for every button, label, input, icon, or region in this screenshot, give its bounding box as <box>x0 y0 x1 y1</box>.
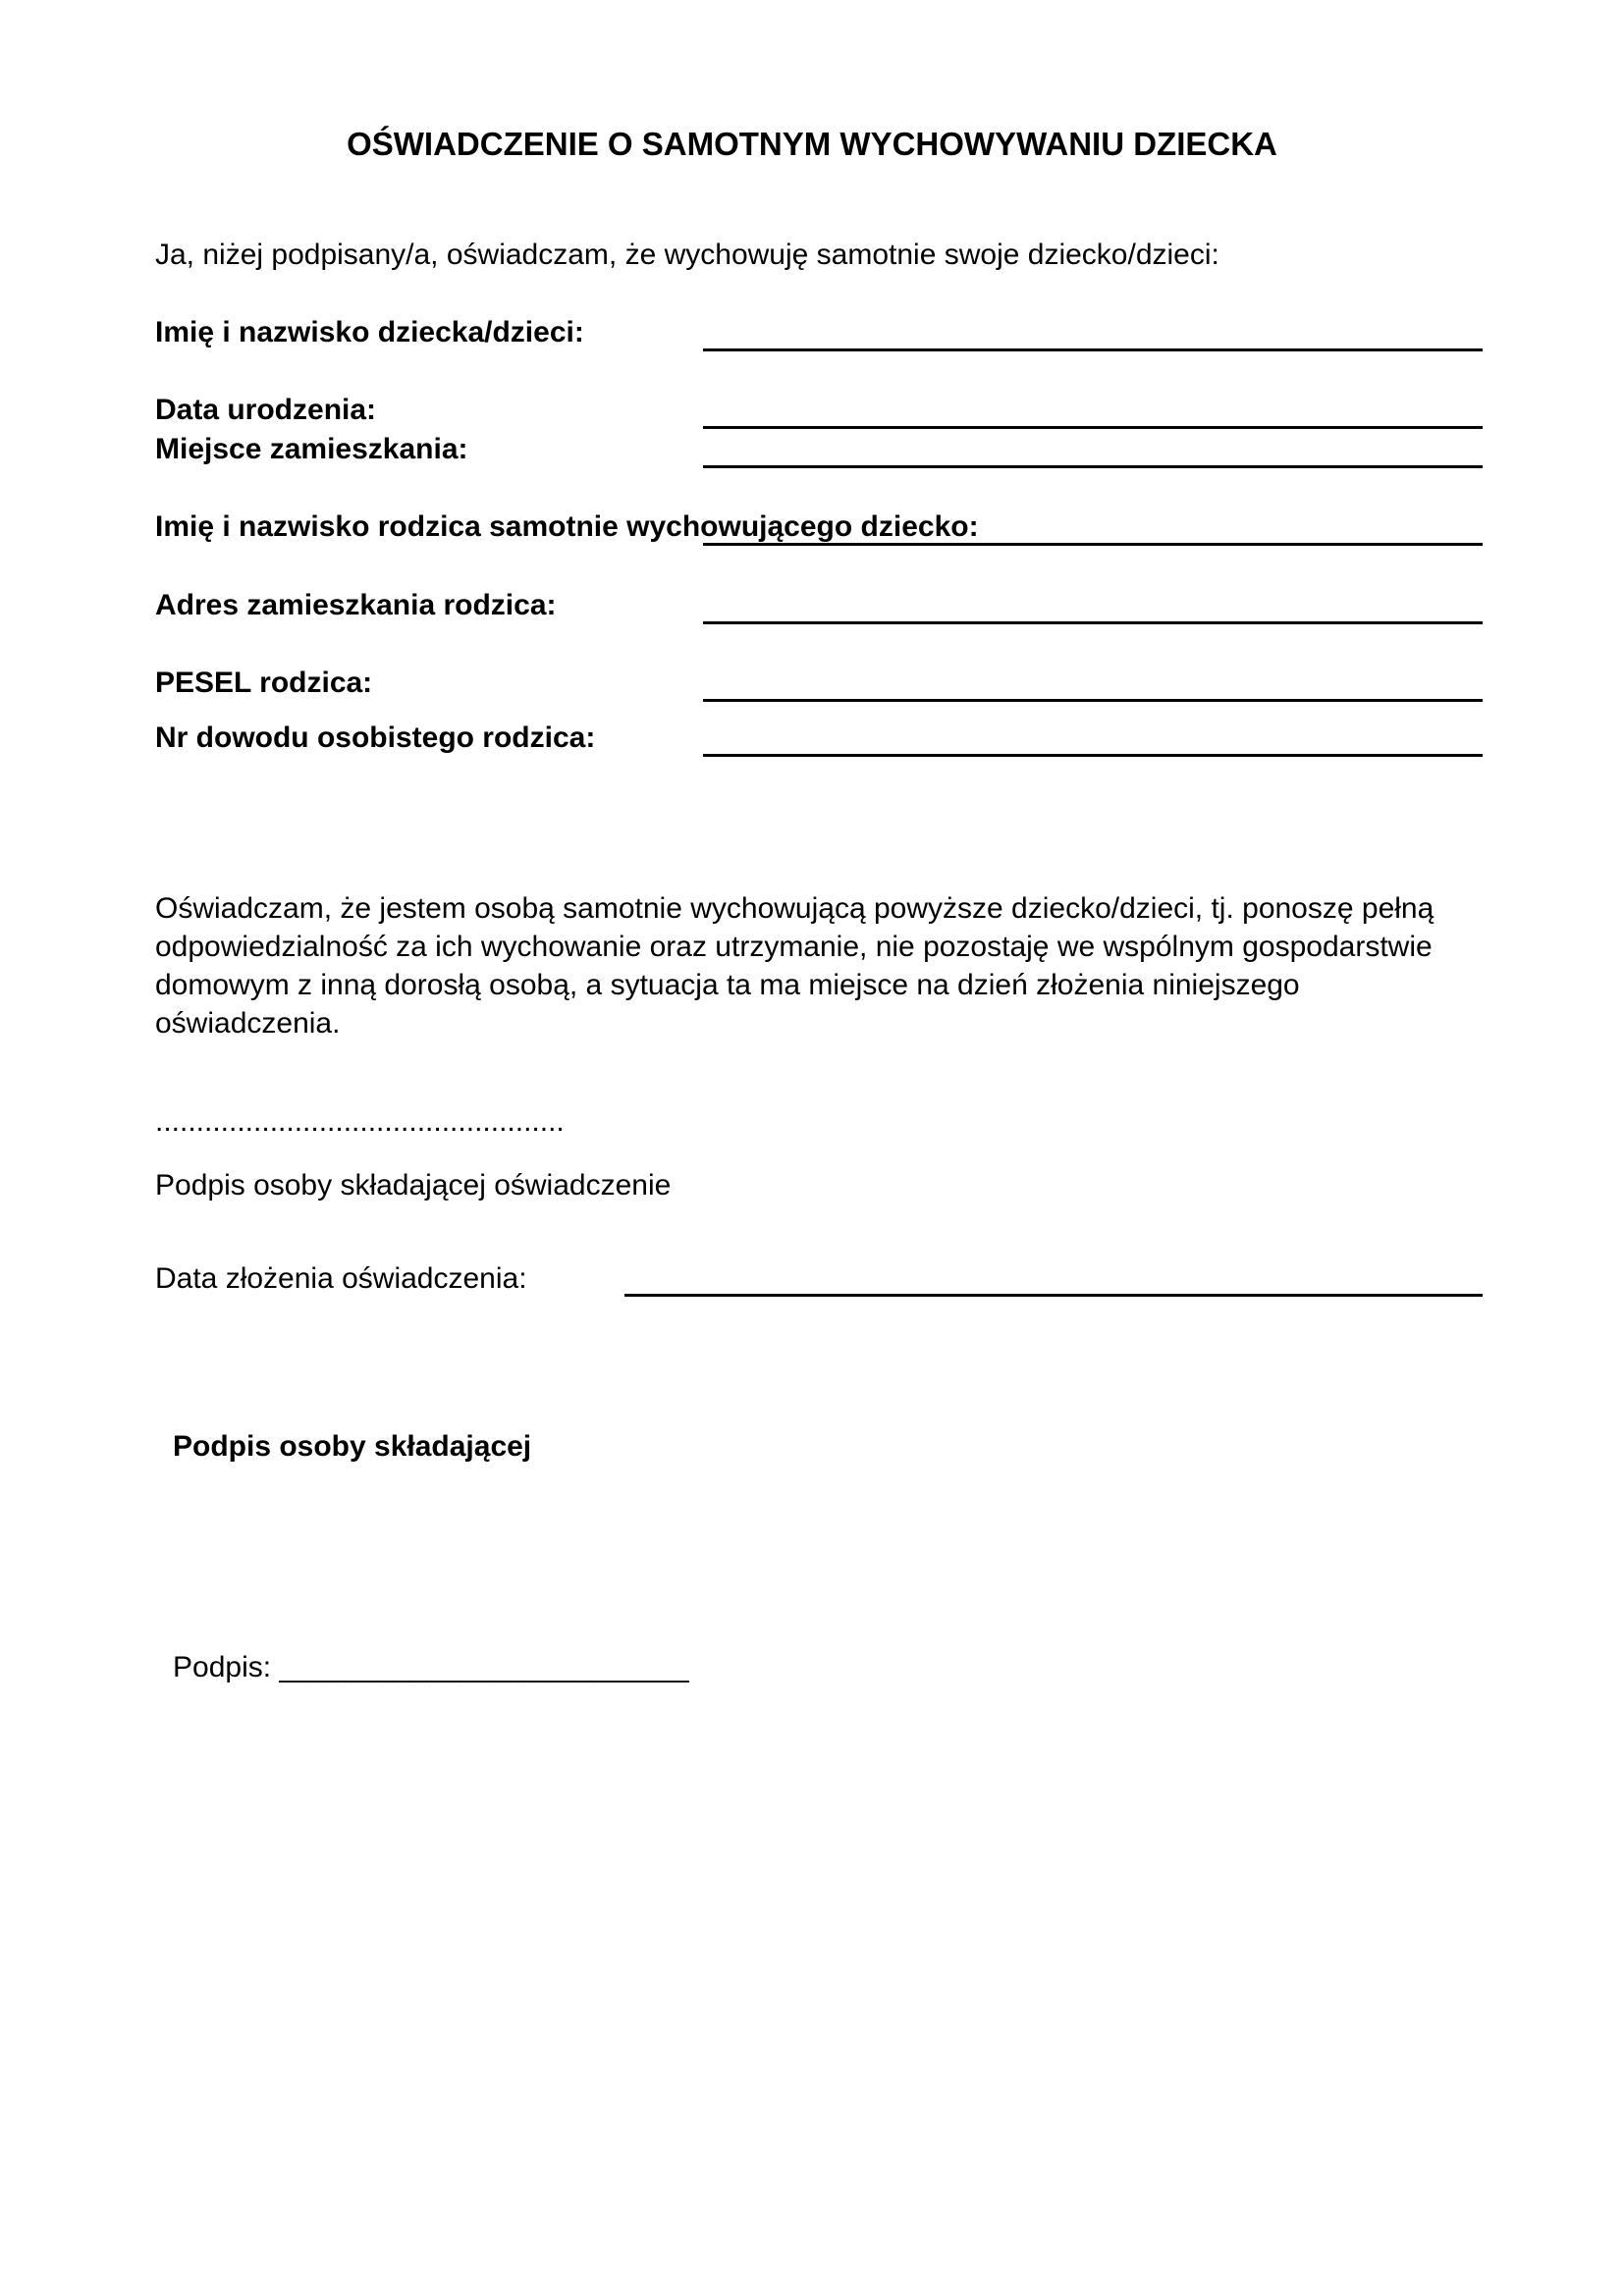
parent-address-label: Adres zamieszkania rodzica: <box>155 589 557 621</box>
parent-id-label: Nr dowodu osobistego rodzica: <box>155 721 596 754</box>
document-title: OŚWIADCZENIE O SAMOTNYM WYCHOWYWANIU DZIECKA <box>347 126 1277 162</box>
birth-date-field[interactable] <box>703 426 1483 429</box>
parent-address-field[interactable] <box>703 621 1483 624</box>
signer-heading: Podpis osoby składającej <box>173 1430 532 1463</box>
child-name-field[interactable] <box>703 348 1483 351</box>
date-label: Data złożenia oświadczenia: <box>155 1262 527 1295</box>
parent-pesel-field[interactable] <box>703 699 1483 702</box>
date-field[interactable] <box>624 1294 1483 1297</box>
parent-name-label: Imię i nazwisko rodzica samotnie wychowującego dziecko: <box>155 510 979 543</box>
birth-date-label: Data urodzenia: <box>155 394 377 426</box>
signature-dotted-line: .................................................. <box>155 1105 565 1138</box>
parent-id-field[interactable] <box>703 754 1483 757</box>
parent-pesel-label: PESEL rodzica: <box>155 667 373 699</box>
signature-caption: Podpis osoby składającej oświadczenie <box>155 1169 672 1201</box>
signature-line[interactable]: Podpis: _________________________ <box>173 1651 689 1683</box>
parent-name-field[interactable] <box>703 543 1483 546</box>
residence-label: Miejsce zamieszkania: <box>155 433 468 465</box>
child-name-label: Imię i nazwisko dziecka/dzieci: <box>155 316 584 348</box>
statement-paragraph: Oświadczam, że jestem osobą samotnie wychowującą powyższe dziecko/dzieci, tj. ponoszę pełną odpowiedzialność za ich wychowanie oraz utrzymanie, nie pozostaję we wspólnym gospodarstwie domowym z inną dorosłą osobą, a sytuacja ta ma miejsce na dzień złożenia niniejszego oświadczenia. <box>155 892 1435 1040</box>
residence-field[interactable] <box>703 465 1483 468</box>
intro-text: Ja, niżej podpisany/a, oświadczam, że wychowuję samotnie swoje dziecko/dzieci: <box>155 239 1219 271</box>
